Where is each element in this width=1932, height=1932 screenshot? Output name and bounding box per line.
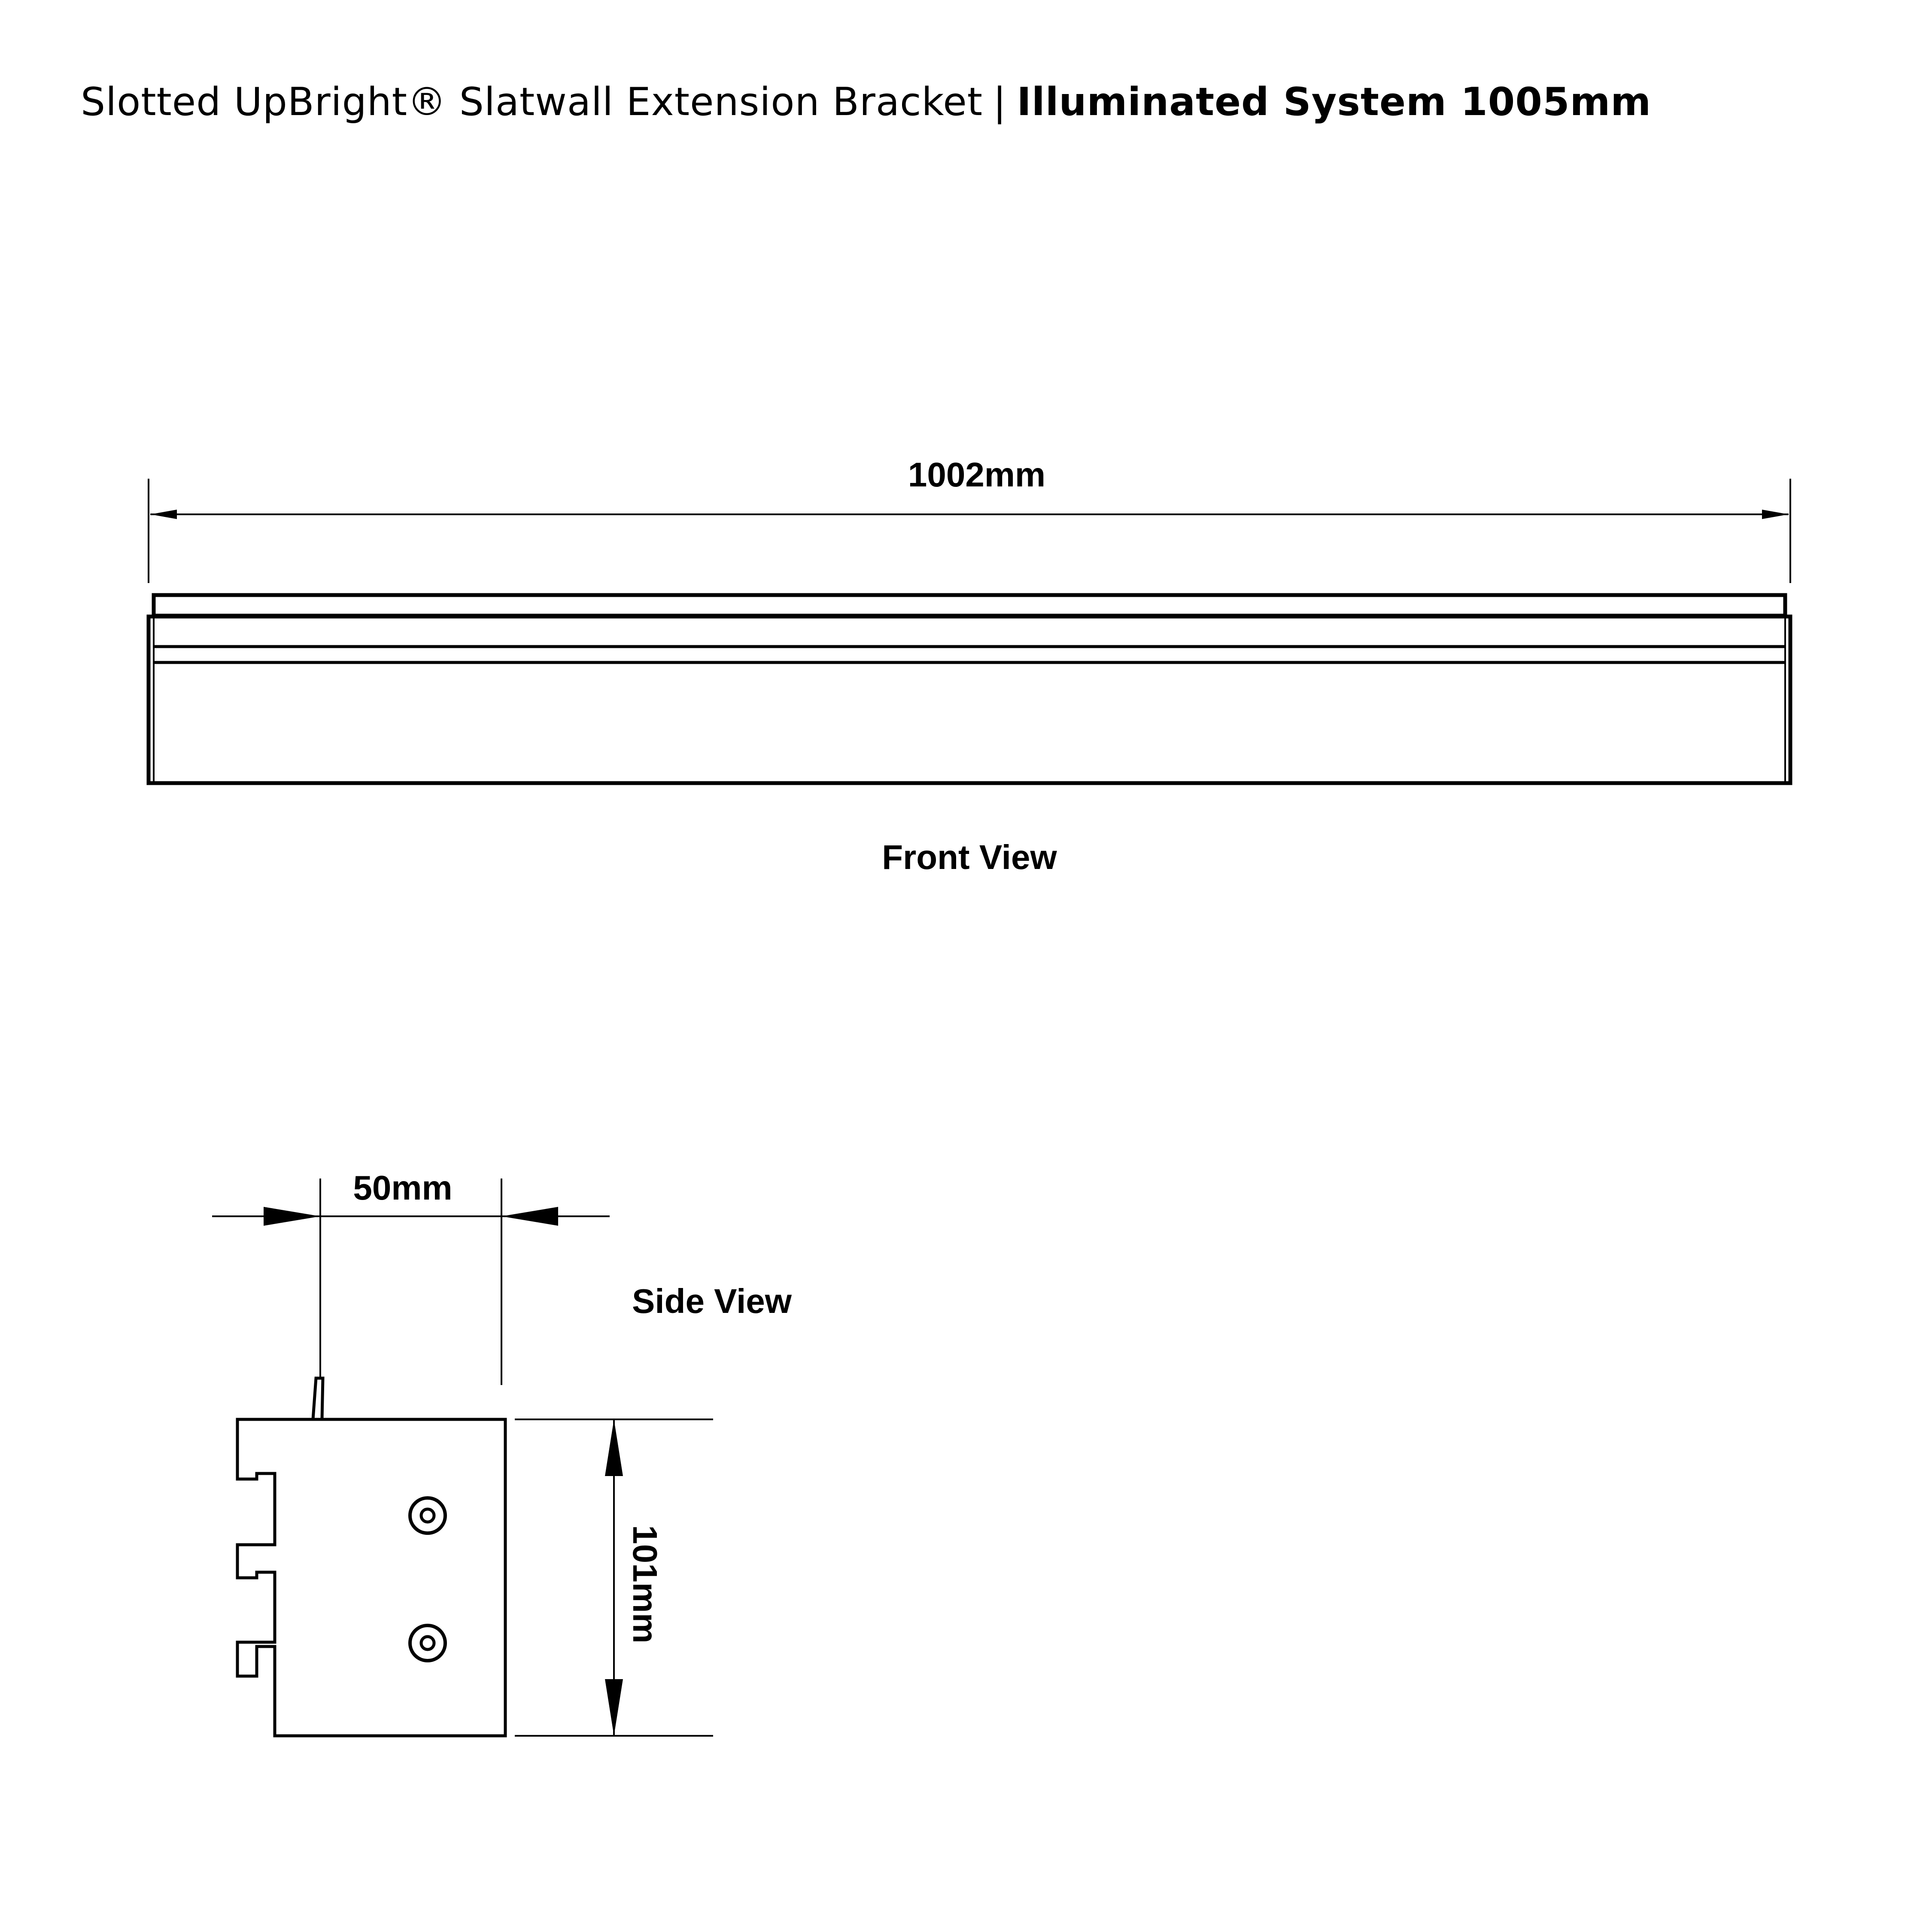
front-width-arrow-right [1762,510,1789,519]
side-depth-arrow-right [501,1207,558,1226]
title-system: Illuminated System 1005mm [1017,79,1652,125]
front-view [149,479,1790,783]
side-top-lip [313,1378,323,1419]
side-height-arrow-bottom [605,1679,623,1736]
side-depth-arrow-left [264,1207,320,1226]
side-view [212,1179,713,1736]
side-height-dimension-label: 101mm [626,1525,664,1643]
front-width-arrow-left [150,510,177,519]
side-height-arrow-top [605,1419,623,1476]
side-screw-2-inner [421,1637,434,1649]
side-view-label: Side View [632,1282,792,1320]
front-width-dimension-label: 1002mm [908,456,1046,494]
front-top-strip [154,595,1785,616]
title-separator: | [993,79,1007,125]
side-screw-1-outer [410,1498,445,1533]
side-screw-1-inner [421,1509,434,1522]
title-product: Slotted UpBright® Slatwall Extension Bracket [81,79,983,125]
front-view-label: Front View [882,838,1057,876]
side-bracket-outline [237,1419,505,1736]
side-depth-dimension-label: 50mm [353,1169,453,1207]
front-main-body [149,617,1790,783]
side-screw-2-outer [410,1625,445,1661]
